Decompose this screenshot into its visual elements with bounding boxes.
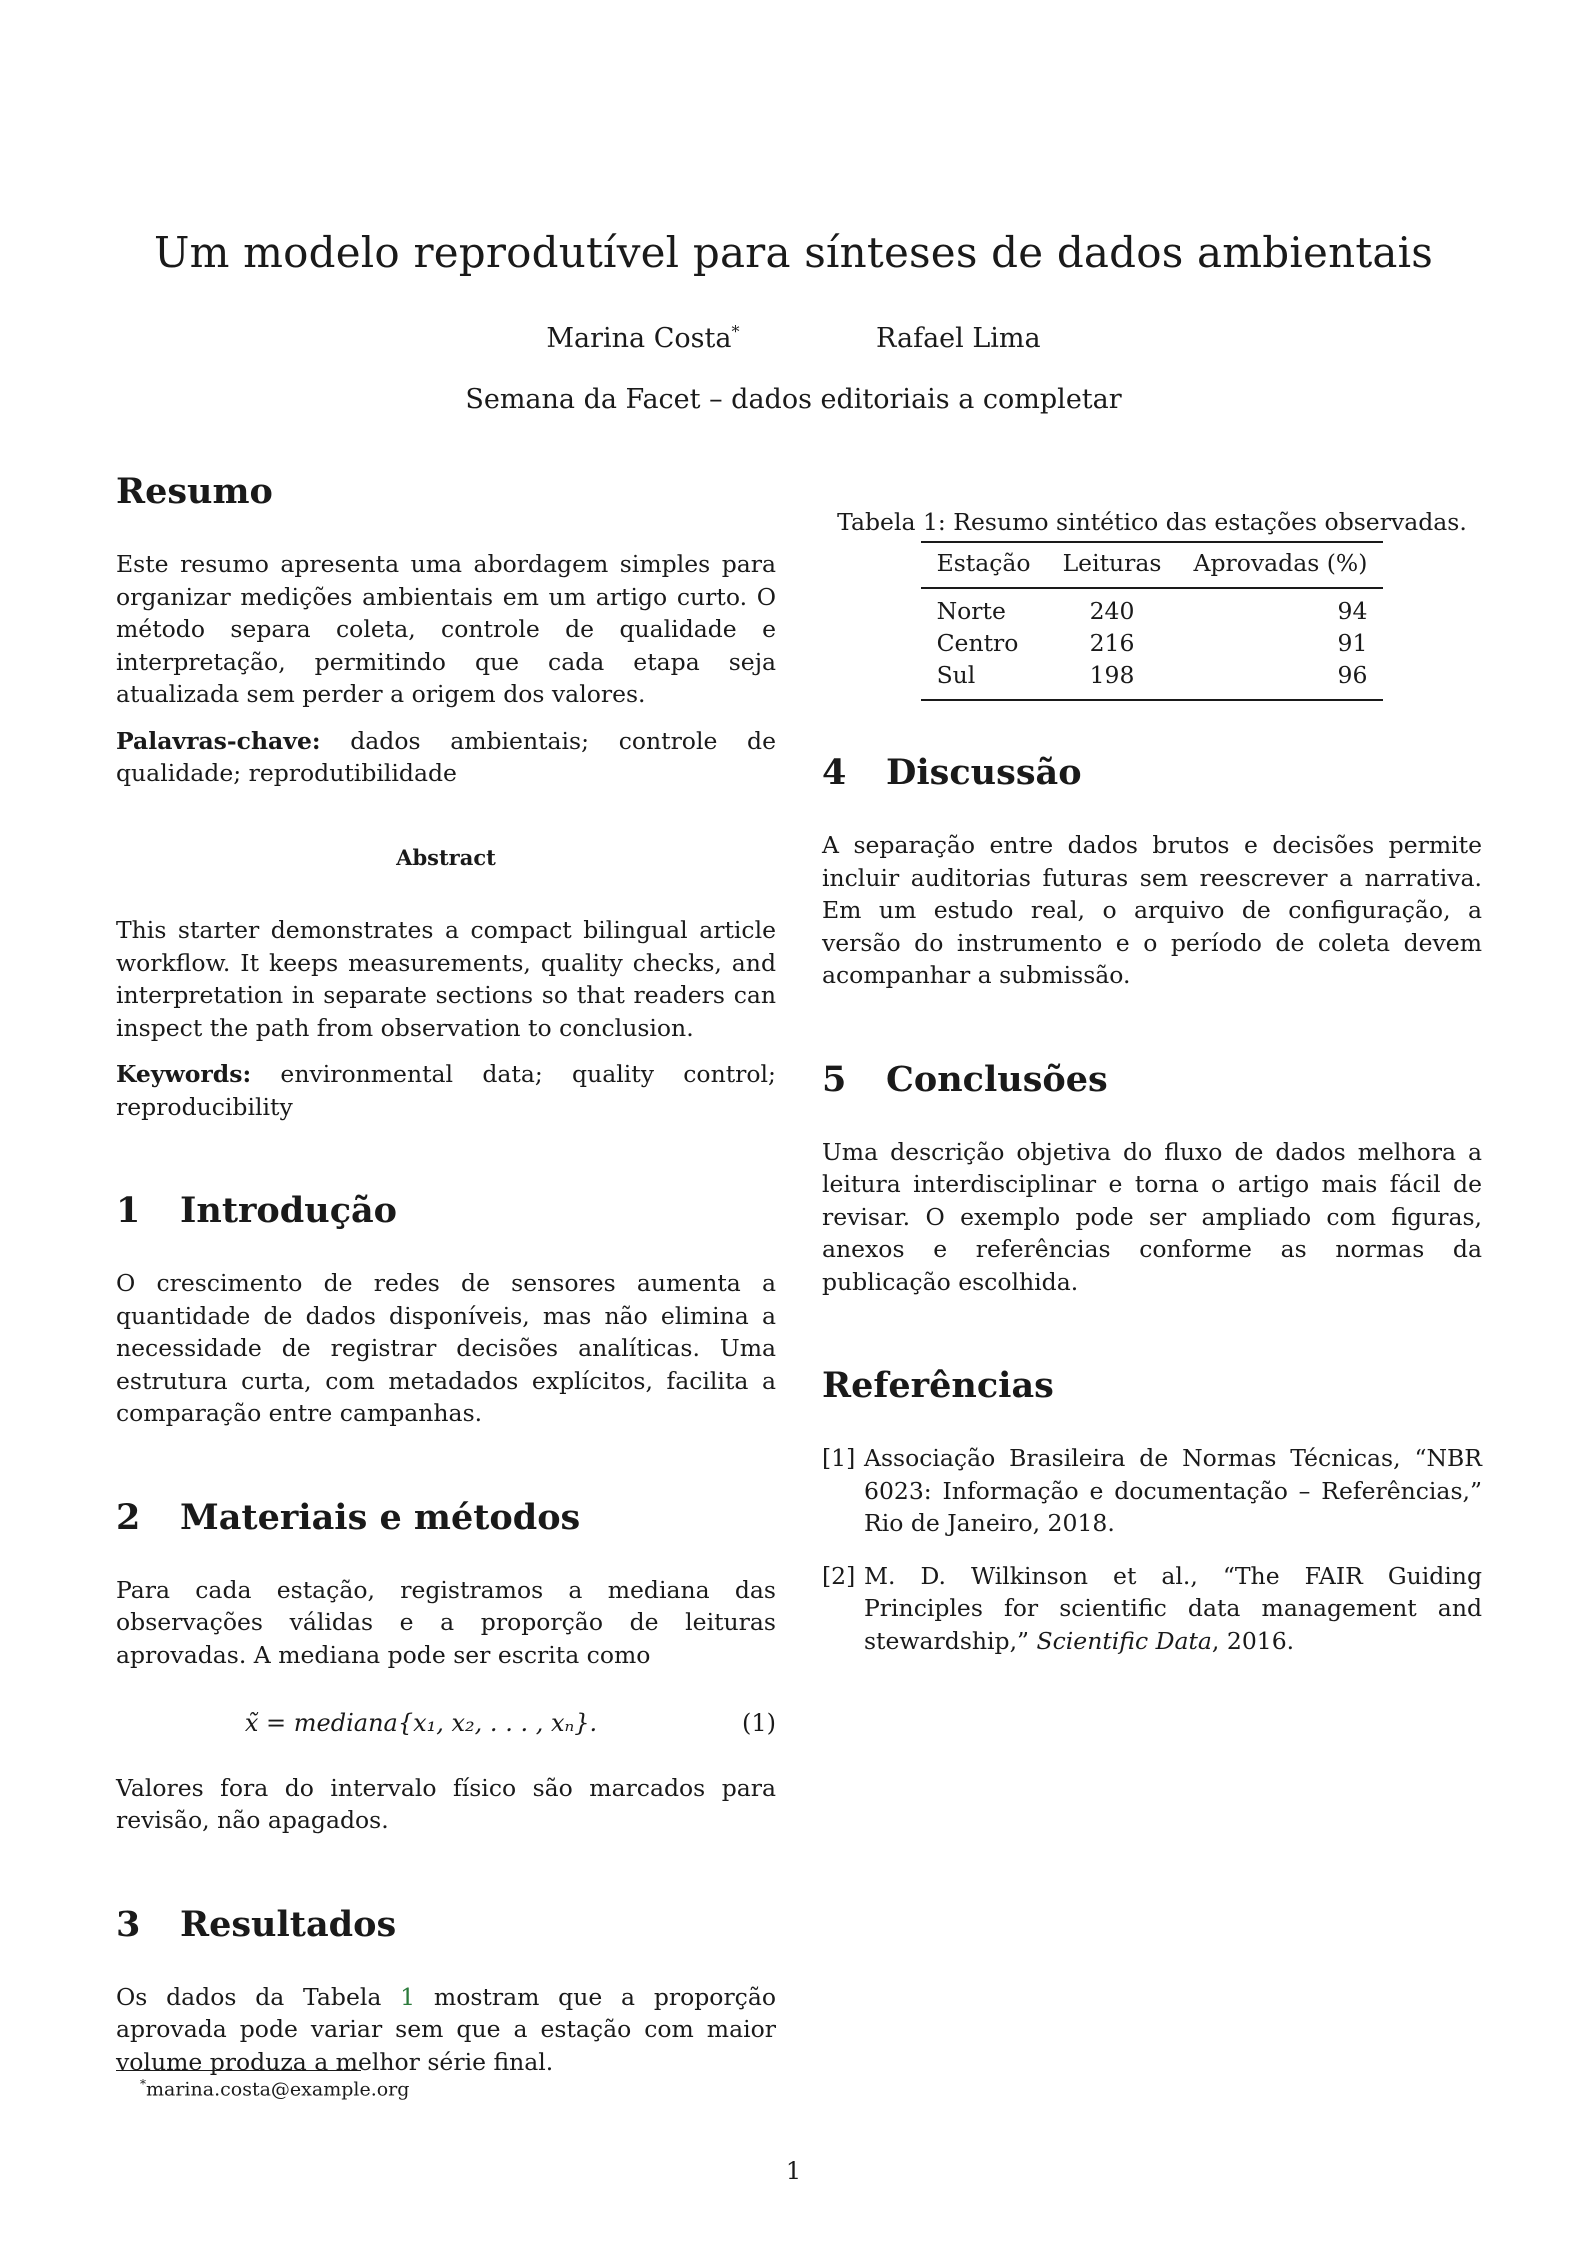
intro-text: O crescimento de redes de sensores aumenta a quantidade de dados disponíveis, mas não elimina a necessidade de registrar decisões analíticas. Uma estrutura curta, com metadados explícitos, facilita a comparação entre campanhas. bbox=[116, 1269, 776, 1427]
keywords-text: dados ambientais; controle de qualidade; reprodutibilidade bbox=[116, 726, 776, 787]
table-cell: Sul bbox=[921, 659, 1047, 700]
reference-item bbox=[822, 1560, 1482, 1658]
conclusions-text: Uma descrição objetiva do fluxo de dados melhora a leitura interdisciplinar e torna o artigo mais fácil de revisar. O exemplo pode ser ampliado com figuras, anexos e referências conforme as normas da publicação escolhida. bbox=[822, 1137, 1482, 1296]
abstract-heading: Abstract bbox=[396, 844, 496, 870]
section-number: 3 bbox=[116, 1903, 141, 1945]
table-cell: Centro bbox=[936, 629, 1019, 657]
table-1 bbox=[822, 506, 1482, 701]
results-text-after: mostram que a proporção aprovada pode variar sem que a estação com maior volume produza a melhor série final. bbox=[116, 1982, 776, 2076]
results-text bbox=[116, 1981, 776, 2079]
keywords-label: Keywords: bbox=[116, 1060, 252, 1088]
author-2 bbox=[876, 323, 1041, 354]
reference-journal: Scientific Data bbox=[1036, 1626, 1212, 1655]
section-number: 2 bbox=[116, 1496, 141, 1538]
equation-number: (1) bbox=[742, 1709, 776, 1737]
reference-tail: , 2016. bbox=[1211, 1626, 1295, 1655]
section-title: Resultados bbox=[180, 1903, 397, 1945]
reference-number: [2] bbox=[822, 1561, 856, 1590]
reference-number: [1] bbox=[822, 1444, 856, 1472]
section-number: 4 bbox=[822, 752, 847, 793]
left-column bbox=[116, 470, 776, 2092]
table-cell: 240 bbox=[1089, 597, 1135, 625]
table-reference-link[interactable]: 1 bbox=[400, 1982, 416, 2011]
table-cell: 198 bbox=[1047, 659, 1178, 700]
discussion-text: A separação entre dados brutos e decisões permite incluir auditorias futuras sem reescrever a narrativa. Em um estudo real, o arquivo de configuração, a versão do instrumento e o período de coleta devem acompanhar a submissão. bbox=[822, 831, 1482, 989]
section-title: Materiais e métodos bbox=[180, 1496, 581, 1538]
section-title: Introdução bbox=[180, 1190, 398, 1231]
footnote bbox=[140, 2077, 409, 2100]
table-cell: 216 bbox=[1089, 629, 1135, 657]
right-column bbox=[822, 470, 1482, 1677]
author-list bbox=[0, 322, 1587, 354]
affiliation: Semana da Facet – dados editoriais a completar bbox=[465, 384, 1122, 415]
section-heading-intro bbox=[116, 1189, 776, 1233]
paper-title: Um modelo reprodutível para sínteses de dados ambientais bbox=[153, 228, 1434, 277]
footnote-text: marina.costa@example.org bbox=[146, 2078, 410, 2101]
resumo-keywords bbox=[116, 725, 776, 790]
abstract-text: This starter demonstrates a compact bilingual article workflow. It keeps measurements, quality checks, and interpretation in separate sections so that readers can inspect the path from observation to conclusion. bbox=[116, 916, 776, 1042]
keywords-label: Palavras-chave: bbox=[116, 726, 321, 755]
equation-body: x̃ = mediana{x₁, x₂, . . . , xₙ}. bbox=[244, 1709, 598, 1737]
table-header-row bbox=[921, 542, 1384, 589]
section-number: 1 bbox=[116, 1190, 141, 1231]
stations-table bbox=[921, 541, 1384, 702]
table-row bbox=[921, 588, 1384, 627]
section-heading-conclusions bbox=[822, 1058, 1482, 1102]
reference-item bbox=[822, 1442, 1482, 1540]
table-header-cell: Aprovadas (%) bbox=[1177, 542, 1383, 589]
author-footnote-mark: * bbox=[731, 322, 740, 341]
table-caption: Tabela 1: Resumo sintético das estações observadas. bbox=[837, 508, 1467, 536]
author-name: Marina Costa bbox=[546, 323, 732, 354]
reference-text: Associação Brasileira de Normas Técnicas, “NBR 6023: Informação e documentação – Referências,” Rio de Janeiro, 2018. bbox=[864, 1444, 1482, 1537]
page-number: 1 bbox=[785, 2157, 802, 2185]
results-text-before: Os dados da Tabela bbox=[116, 1982, 401, 2011]
table-row bbox=[921, 627, 1384, 659]
section-title: Discussão bbox=[886, 752, 1082, 793]
section-heading-discussion bbox=[822, 751, 1482, 795]
reference-text bbox=[864, 1560, 1482, 1658]
table-header-cell: Estação bbox=[921, 542, 1047, 589]
footnote-divider bbox=[116, 2070, 361, 2071]
author-1 bbox=[546, 322, 739, 354]
reference-body: M. D. Wilkinson et al., “The FAIR Guiding Principles for scientific data management and stewardship,” bbox=[864, 1561, 1482, 1655]
keywords-text: environmental data; quality control; reproducibility bbox=[116, 1060, 776, 1121]
table-row bbox=[921, 659, 1384, 700]
section-title: Conclusões bbox=[886, 1058, 1108, 1100]
table-cell: Norte bbox=[936, 597, 1006, 625]
table-cell: 94 bbox=[1337, 597, 1368, 625]
resumo-heading: Resumo bbox=[116, 471, 273, 512]
table-cell: 91 bbox=[1337, 629, 1368, 657]
footnote-mark: * bbox=[140, 2077, 146, 2091]
author-name: Rafael Lima bbox=[876, 323, 1041, 354]
section-number: 5 bbox=[822, 1058, 847, 1100]
table-header-cell: Leituras bbox=[1047, 542, 1178, 589]
table-cell: 96 bbox=[1177, 659, 1383, 700]
references-heading: Referências bbox=[822, 1365, 1054, 1406]
equation-1 bbox=[116, 1707, 776, 1740]
section-heading-results bbox=[116, 1903, 776, 1947]
methods-text-after: Valores fora do intervalo físico são marcados para revisão, não apagados. bbox=[116, 1773, 776, 1834]
methods-text: Para cada estação, registramos a mediana das observações válidas e a proporção de leituras aprovadas. A mediana pode ser escrita como bbox=[116, 1575, 776, 1669]
resumo-text: Este resumo apresenta uma abordagem simples para organizar medições ambientais em um artigo curto. O método separa coleta, controle de qualidade e interpretação, permitindo que cada etapa seja atualizada sem perder a origem dos valores. bbox=[116, 550, 776, 708]
abstract-keywords bbox=[116, 1058, 776, 1123]
section-heading-methods bbox=[116, 1496, 776, 1540]
